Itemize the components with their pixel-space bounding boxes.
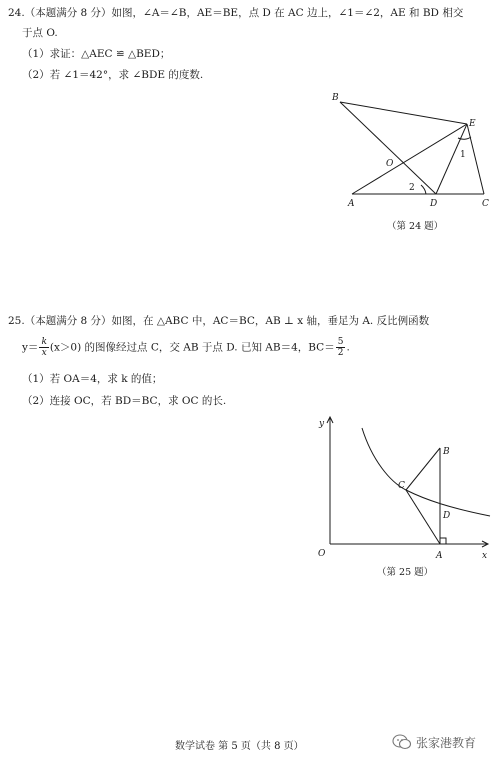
- q25-figure-caption: （第 25 题）: [377, 567, 434, 578]
- q24-stem-line1: 24.（本题满分 8 分）如图，∠A＝∠B，AE＝BE，点 D 在 AC 边上，∠1＝∠2，AE 和 BD 相交: [8, 7, 464, 19]
- angle-1-arc: [458, 137, 471, 139]
- label-b: B: [332, 93, 339, 103]
- label-y-axis: y: [319, 419, 325, 429]
- label-b: B: [443, 447, 450, 457]
- segment-bc: [406, 448, 440, 490]
- segment-ca: [406, 490, 440, 544]
- label-a: A: [348, 199, 355, 209]
- wechat-icon: [392, 733, 412, 751]
- page-footer: 数学试卷 第 5 页（共 8 页）: [175, 741, 304, 752]
- angle-2-arc: [421, 185, 426, 194]
- q24-figure-caption: （第 24 题）: [387, 221, 444, 232]
- q24-stem-line2: 于点 O.: [22, 27, 58, 39]
- q25-stem-line1: 25.（本题满分 8 分）如图，在 △ABC 中，AC＝BC，AB ⊥ x 轴，垂足为 A. 反比例函数: [8, 315, 430, 327]
- label-c: C: [398, 481, 405, 491]
- q24-subquestion-1: （1）求证：△AEC ≌ △BED；: [22, 48, 171, 60]
- label-o: O: [386, 159, 394, 169]
- segment-ec: [467, 124, 484, 194]
- q25-stem-mid: (x＞0) 的图像经过点 C，交 AB 于点 D. 已知 AB＝4，BC＝: [49, 341, 335, 354]
- fraction-k-over-x: $\frac{k}{x}$: [41, 337, 47, 358]
- fraction-5-over-2: $\frac{5}{2}$: [337, 337, 344, 358]
- watermark-text: 张家港教育: [416, 735, 477, 750]
- watermark: [392, 733, 476, 751]
- label-angle-2: 2: [409, 183, 415, 193]
- label-a: A: [436, 551, 443, 561]
- label-angle-1: 1: [460, 150, 466, 160]
- label-d: D: [443, 511, 451, 521]
- label-e: E: [469, 119, 476, 129]
- q24-geometry-figure: [318, 86, 498, 236]
- q25-func-prefix: y＝: [22, 341, 39, 354]
- q25-coordinate-figure: [310, 412, 495, 562]
- q25-subquestion-2: （2）连接 OC，若 BD＝BC，求 OC 的长.: [22, 395, 227, 407]
- hyperbola-curve: [362, 428, 490, 516]
- label-c: C: [482, 199, 489, 209]
- q24-subquestion-2: （2）若 ∠1＝42°，求 ∠BDE 的度数.: [22, 69, 204, 81]
- q25-stem-line2: y＝ $\frac{k}{x}$ (x＞0) 的图像经过点 C，交 AB 于点 D. 已知 AB＝4，BC＝ $\frac{5}{2}$ .: [22, 337, 350, 358]
- label-x-axis: x: [482, 551, 488, 561]
- label-d: D: [430, 199, 438, 209]
- right-angle-mark: [440, 538, 446, 544]
- label-origin: O: [318, 549, 326, 559]
- q25-subquestion-1: （1）若 OA＝4，求 k 的值；: [22, 373, 163, 385]
